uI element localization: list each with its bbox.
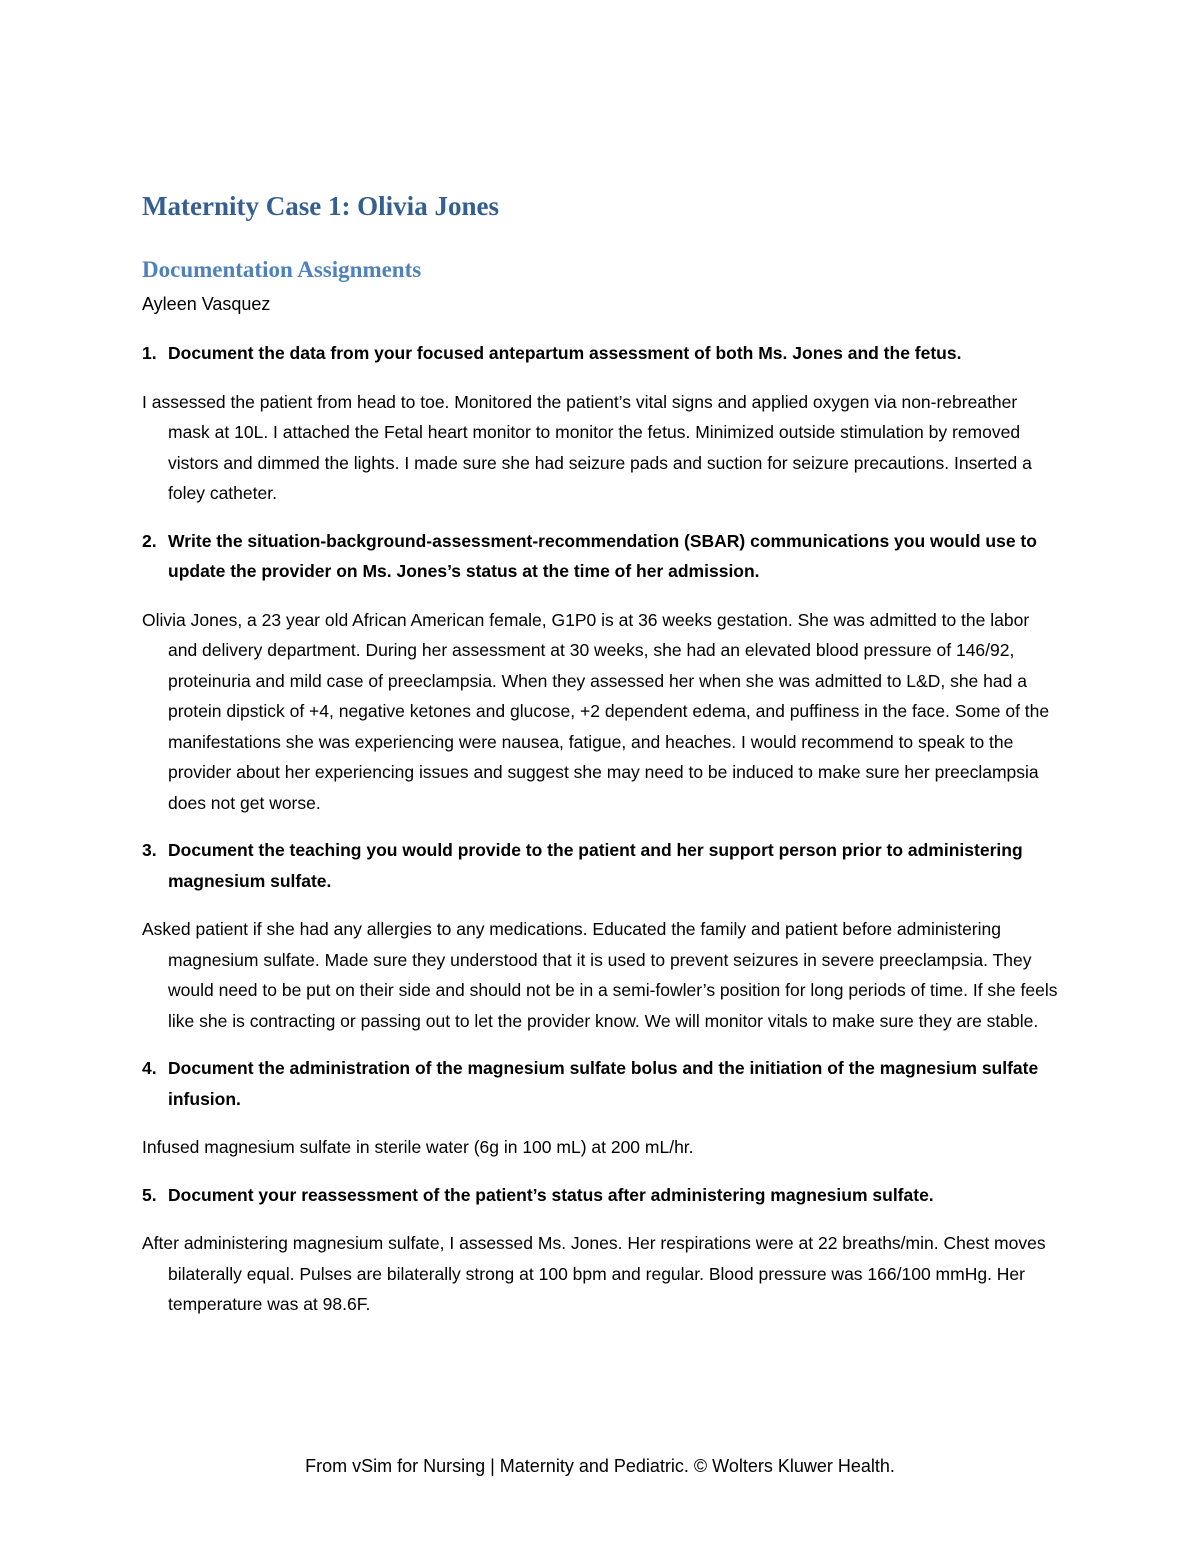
question-3: [142, 835, 1062, 896]
author-name: Ayleen Vasquez: [142, 294, 271, 314]
answer-3: Asked patient if she had any allergies to any medications. Educated the family and patient before administering magnesium sulfate. Made sure they understood that it is used to prevent seizures in severe preeclampsia. They would need to be put on their side and should not be in a semi-fowler’s position for long periods of time. If she feels like she is contracting or passing out to let the provider know. We will monitor vitals to make sure they are stable.: [142, 919, 1058, 1031]
question-2: [142, 526, 1062, 587]
page-footer: From vSim for Nursing | Maternity and Pediatric. © Wolters Kluwer Health.: [305, 1456, 895, 1476]
question-5: [142, 1180, 1062, 1211]
question-text: Document the administration of the magnesium sulfate bolus and the initiation of the magnesium sulfate infusion.: [168, 1058, 1039, 1109]
question-number: 4.: [142, 1058, 157, 1078]
answer-1: I assessed the patient from head to toe. Monitored the patient’s vital signs and applied oxygen via non-rebreather mask at 10L. I attached the Fetal heart monitor to monitor the fetus. Minimized outside stimulation by removed vistors and dimmed the lights. I made sure she had seizure pads and suction for seizure precautions. Inserted a foley catheter.: [142, 391, 1032, 503]
question-number: 5.: [142, 1184, 157, 1205]
question-number: 2.: [142, 530, 157, 551]
question-text: Document the teaching you would provide to the patient and her support person prior to administering magnesium sulfate.: [168, 840, 1023, 891]
answer-4: Infused magnesium sulfate in sterile water (6g in 100 mL) at 200 mL/hr.: [142, 1137, 694, 1157]
answer-2: Olivia Jones, a 23 year old African American female, G1P0 is at 36 weeks gestation. She was admitted to the labor and delivery department. During her assessment at 30 weeks, she had an elevated blood pressure of 146/92, proteinuria and mild case of preeclampsia. When they assessed her when she was admitted to L&D, she had a protein dipstick of +4, negative ketones and glucose, +2 dependent edema, and puffiness in the face. Some of the manifestations she was experiencing were nausea, fatigue, and heaches. I would recommend to speak to the provider about her experiencing issues and suggest she may need to be induced to make sure her preeclampsia does not get worse.: [142, 609, 1050, 813]
document-title: Maternity Case 1: Olivia Jones: [142, 191, 499, 221]
answer-5: After administering magnesium sulfate, I assessed Ms. Jones. Her respirations were at 22 breaths/min. Chest moves bilaterally equal. Pulses are bilaterally strong at 100 bpm and regular. Blood pressure was 166/100 mmHg. Her temperature was at 98.6F.: [142, 1233, 1046, 1314]
question-text: Write the situation-background-assessment-recommendation (SBAR) communications you would use to update the provider on Ms. Jones’s status at the time of her admission.: [168, 530, 1037, 581]
question-text: Document the data from your focused antepartum assessment of both Ms. Jones and the fetus.: [168, 343, 962, 363]
question-1: [142, 338, 1062, 369]
question-number: 1.: [142, 343, 157, 363]
document-subtitle: Documentation Assignments: [142, 257, 422, 282]
question-text: Document your reassessment of the patient’s status after administering magnesium sulfate.: [168, 1184, 934, 1205]
document-content: [142, 186, 1062, 1320]
question-number: 3.: [142, 840, 157, 860]
question-4: [142, 1053, 1062, 1114]
